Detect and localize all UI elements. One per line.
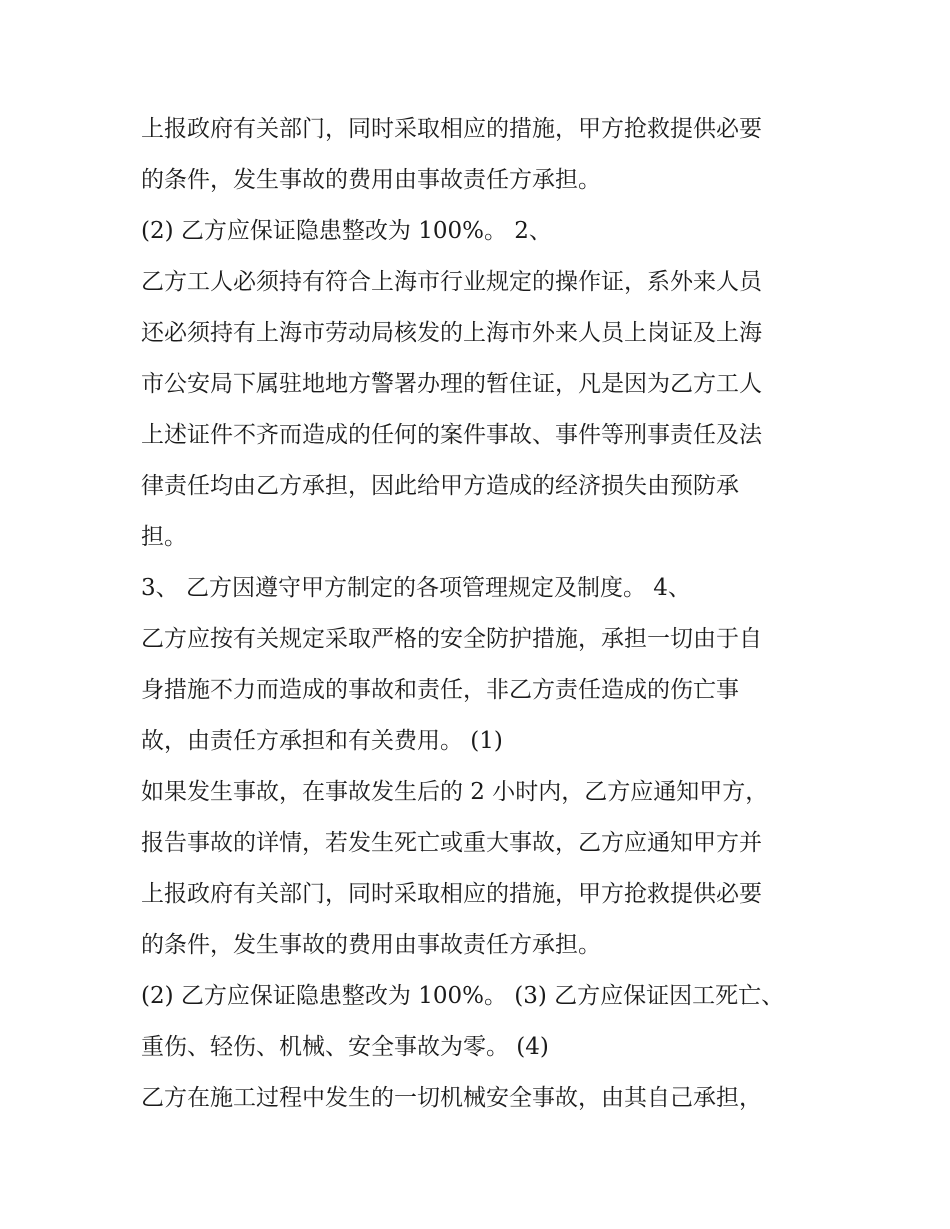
- text-line: 3、 乙方因遵守甲方制定的各项管理规定及制度。 4、: [141, 575, 691, 601]
- text-line: 身措施不力而造成的事故和责任，非乙方责任造成的伤亡事: [141, 677, 739, 703]
- document-body: [141, 104, 821, 1124]
- text-line: 如果发生事故，在事故发生后的 2 小时内，乙方应通知甲方，: [141, 779, 769, 805]
- text-line: 上报政府有关部门，同时采取相应的措施，甲方抢救提供必要: [141, 881, 762, 907]
- text-line: 乙方工人必须持有符合上海市行业规定的操作证，系外来人员: [141, 269, 762, 295]
- text-line: 的条件，发生事故的费用由事故责任方承担。: [141, 167, 601, 193]
- text-line: (2) 乙方应保证隐患整改为 100%。 2、: [141, 218, 552, 244]
- text-line: 报告事故的详情，若发生死亡或重大事故，乙方应通知甲方并: [141, 830, 762, 856]
- text-line: 还必须持有上海市劳动局核发的上海市外来人员上岗证及上海: [141, 320, 762, 346]
- text-line: 上报政府有关部门，同时采取相应的措施，甲方抢救提供必要: [141, 116, 762, 142]
- text-line: 重伤、轻伤、机械、安全事故为零。 (4): [141, 1034, 549, 1060]
- text-line: 担。: [141, 524, 187, 550]
- text-line: 律责任均由乙方承担，因此给甲方造成的经济损失由预防承: [141, 473, 739, 499]
- text-line: 乙方应按有关规定采取严格的安全防护措施，承担一切由于自: [141, 626, 762, 652]
- text-line: 乙方在施工过程中发生的一切机械安全事故，由其自己承担，: [141, 1085, 762, 1111]
- text-line: 上述证件不齐而造成的任何的案件事故、事件等刑事责任及法: [141, 422, 762, 448]
- text-line: 的条件，发生事故的费用由事故责任方承担。: [141, 932, 601, 958]
- text-line: (2) 乙方应保证隐患整改为 100%。 (3) 乙方应保证因工死亡、: [141, 983, 785, 1009]
- text-line: 市公安局下属驻地地方警署办理的暂住证，凡是因为乙方工人: [141, 371, 762, 397]
- text-line: 故，由责任方承担和有关费用。 (1): [141, 728, 503, 754]
